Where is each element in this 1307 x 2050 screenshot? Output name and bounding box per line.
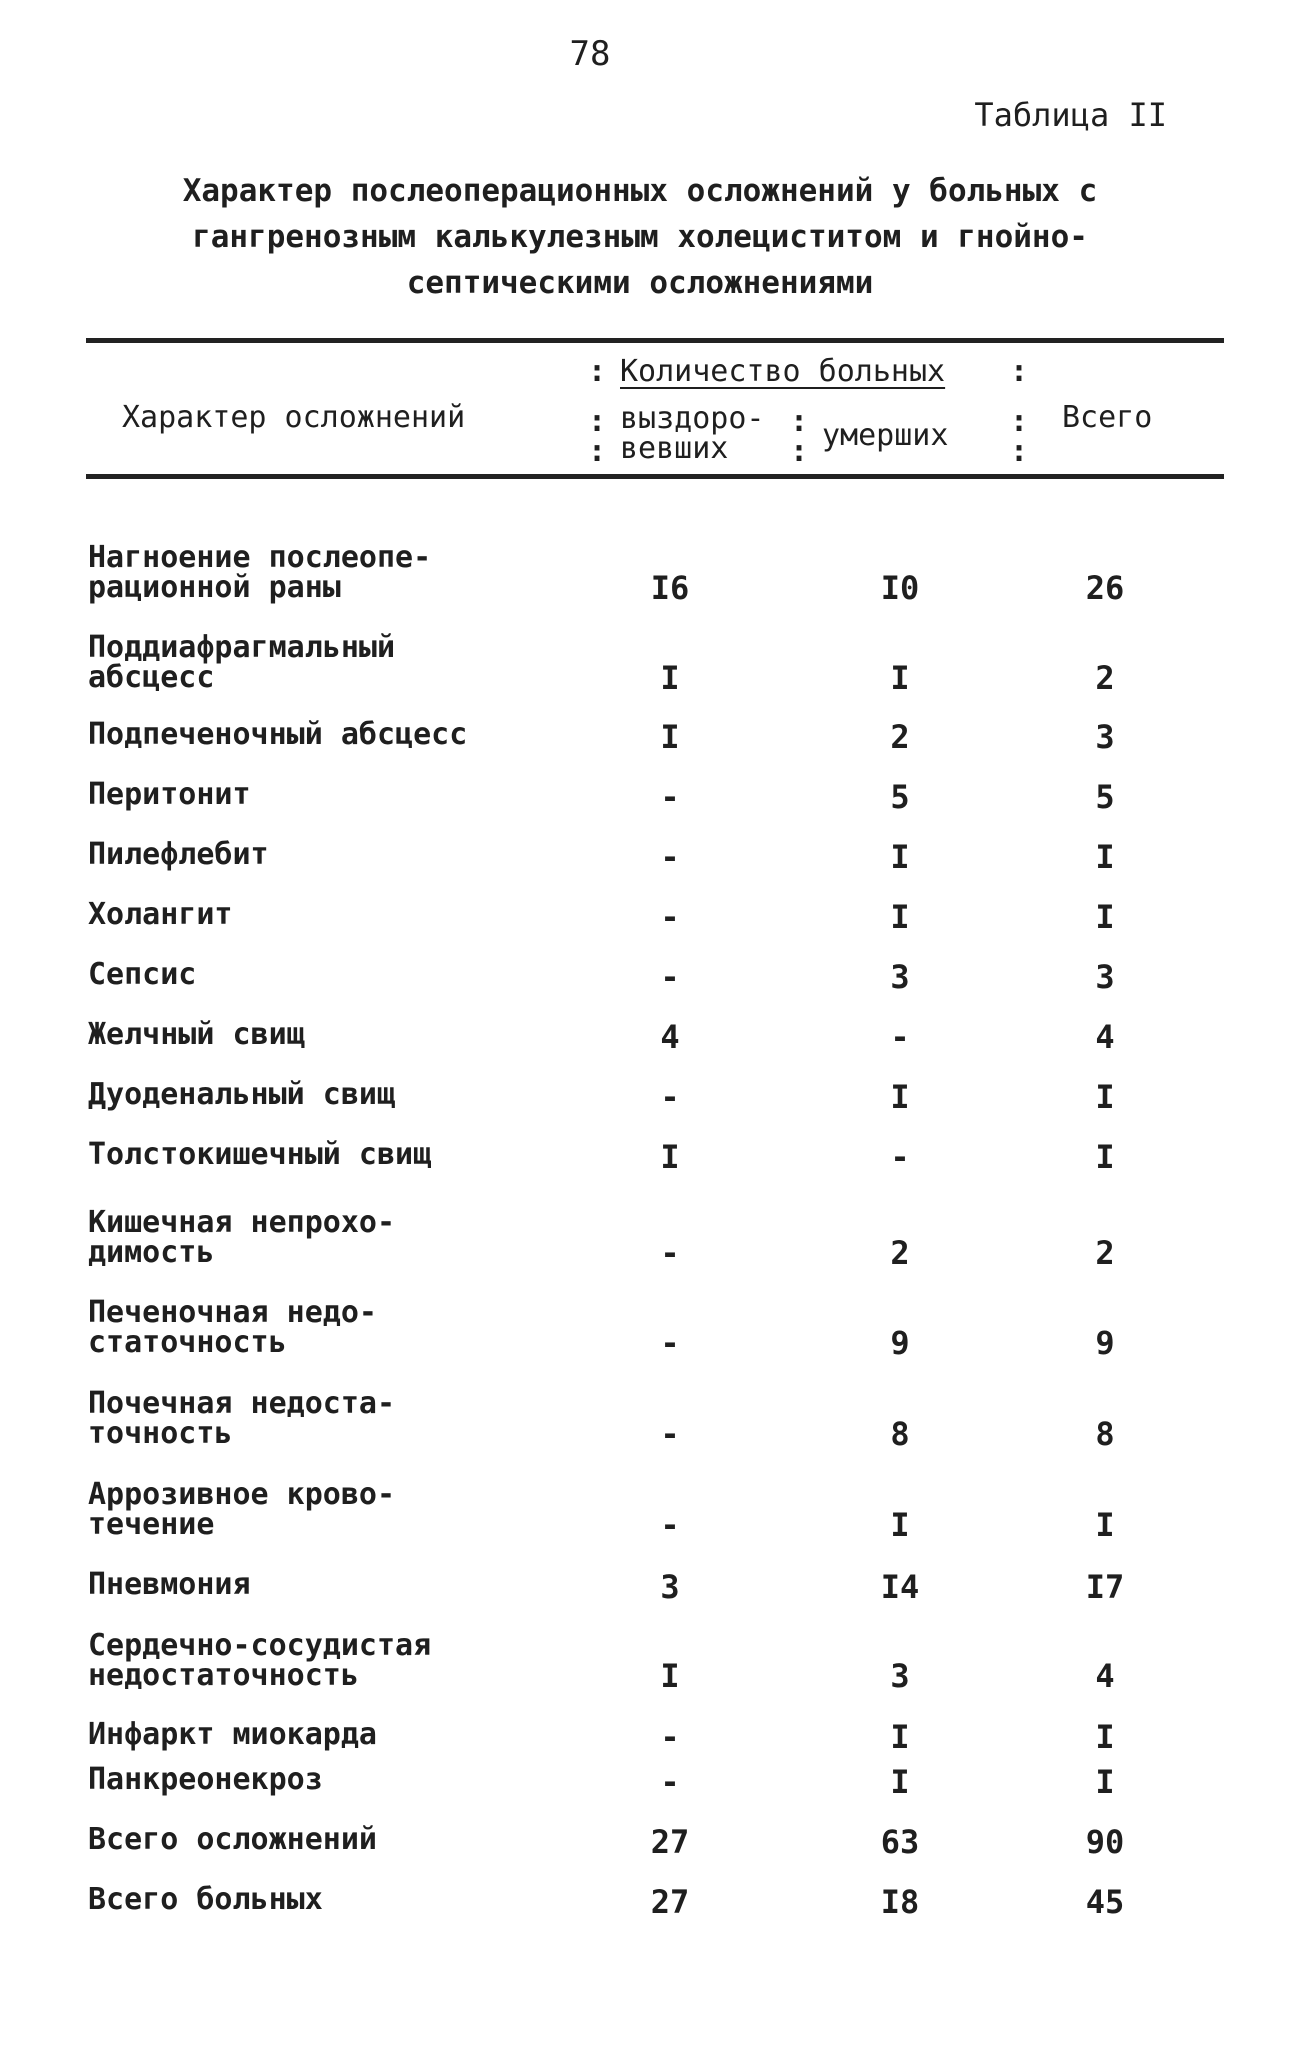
row-label-line: Подпеченочный абсцесс [88,717,468,752]
cell-total: I7 [1085,1568,1125,1606]
row-label-line: абсцесс [88,660,215,695]
row-label [88,1567,251,1602]
cell-recovered: I [660,659,680,697]
header-rule [86,474,1224,479]
cell-recovered: 4 [660,1018,680,1056]
cell-total: 4 [1095,1018,1115,1056]
cell-recovered: - [660,838,680,876]
row-label-line: статочность [88,1325,287,1360]
row-label-line: Почечная недоста- [88,1386,396,1421]
row-label-line: Сепсис [88,957,197,992]
row-label [88,1477,396,1542]
row-label [88,540,432,605]
header-colon: : [790,404,809,439]
row-label-line: Сердечно-сосудистая [88,1628,432,1663]
row-label-line: Панкреонекроз [88,1762,323,1797]
cell-total: I [1095,1138,1115,1176]
row-label-line: точность [88,1416,233,1451]
row-label-line: Кишечная непрохо- [88,1205,396,1240]
row-label [88,1762,323,1797]
cell-total: 5 [1095,778,1115,816]
cell-died: I [890,1506,910,1544]
cell-died: 2 [890,718,910,756]
row-label-line: димость [88,1235,215,1270]
cell-total: 26 [1085,569,1125,607]
header-colon: : [588,434,607,469]
row-label [88,1077,396,1112]
row-label-line: Желчный свищ [88,1017,305,1052]
header-colon: : [790,434,809,469]
header-colon: : [588,354,607,389]
cell-recovered: I6 [650,569,690,607]
cell-died: - [890,1138,910,1176]
header-recovered-line: выздоро- [620,401,765,436]
row-label [88,897,233,932]
header-group: Количество больных [620,354,946,389]
cell-total: 4 [1095,1657,1115,1695]
cell-recovered: 3 [660,1568,680,1606]
cell-died: 2 [890,1234,910,1272]
cell-total: I [1095,1718,1115,1756]
cell-died: 8 [890,1415,910,1453]
row-label-line: недостаточность [88,1658,359,1693]
row-label-line: Аррозивное крово- [88,1477,396,1512]
cell-total: 9 [1095,1324,1115,1362]
cell-total: I [1095,838,1115,876]
header-colon: : [588,404,607,439]
cell-recovered: I [660,1138,680,1176]
table-title [90,168,1190,306]
row-label [88,1295,377,1360]
cell-recovered: - [660,778,680,816]
row-label [88,1882,323,1917]
row-label-line: Всего осложнений [88,1822,377,1857]
cell-recovered: I [660,718,680,756]
cell-died: I [890,1718,910,1756]
row-label-line: Холангит [88,897,233,932]
cell-total: 3 [1095,958,1115,996]
title-line: Характер послеоперационных осложнений у больных с [182,173,1098,209]
cell-total: 2 [1095,1234,1115,1272]
cell-recovered: - [660,958,680,996]
row-label [88,777,251,812]
header-recovered-line: вевших [620,431,729,466]
cell-died: 3 [890,1657,910,1695]
cell-total: 8 [1095,1415,1115,1453]
cell-recovered: - [660,1234,680,1272]
cell-recovered: - [660,1415,680,1453]
cell-recovered: I [660,1657,680,1695]
row-label [88,1717,377,1752]
title-line: гангренозным калькулезным холециститом и гнойно- [192,219,1088,255]
row-label [88,957,197,992]
header-colon: : [1010,434,1029,469]
row-label-line: Пилефлебит [88,837,269,872]
cell-recovered: - [660,898,680,936]
row-label-line: Дуоденальный свищ [88,1077,396,1112]
row-label-line: Инфаркт миокарда [88,1717,377,1752]
row-label [88,717,468,752]
cell-died: I [890,659,910,697]
header-recovered [620,401,765,466]
cell-total: I [1095,1078,1115,1116]
cell-total: I [1095,1763,1115,1801]
cell-recovered: - [660,1718,680,1756]
row-label [88,1628,432,1693]
page-number: 78 [569,34,611,74]
cell-recovered: 27 [650,1823,690,1861]
row-label-line: Пневмония [88,1567,251,1602]
cell-died: I [890,838,910,876]
row-label [88,1017,305,1052]
row-label [88,837,269,872]
cell-died: - [890,1018,910,1056]
row-label-line: Толстокишечный свищ [88,1137,432,1172]
cell-died: I [890,1763,910,1801]
row-label-line: Поддиафрагмальный [88,630,396,665]
row-label-line: рационной раны [88,570,341,605]
row-label [88,1822,377,1857]
header-total: Всего [1062,400,1153,435]
cell-died: I8 [880,1883,920,1921]
cell-total: 90 [1085,1823,1125,1861]
header-colon: : [1010,404,1029,439]
row-label [88,1386,396,1451]
cell-died: I4 [880,1568,920,1606]
header-colon: : [1010,354,1029,389]
row-label-line: Печеночная недо- [88,1295,377,1330]
cell-died: I0 [880,569,920,607]
header-complication: Характер осложнений [122,400,466,435]
row-label-line: Перитонит [88,777,251,812]
cell-total: 2 [1095,659,1115,697]
cell-recovered: - [660,1506,680,1544]
cell-total: I [1095,898,1115,936]
table-number: Таблица II [974,96,1167,134]
cell-recovered: - [660,1763,680,1801]
row-label-line: Нагноение послеопе- [88,540,432,575]
row-label [88,630,396,695]
title-line: септическими осложнениями [406,265,874,301]
cell-died: 63 [880,1823,920,1861]
cell-died: 9 [890,1324,910,1362]
row-label-line: Всего больных [88,1882,323,1917]
header-died: умерших [822,418,949,453]
cell-total: I [1095,1506,1115,1544]
cell-died: I [890,898,910,936]
cell-died: 3 [890,958,910,996]
cell-recovered: - [660,1324,680,1362]
cell-total: 3 [1095,718,1115,756]
row-label-line: течение [88,1507,215,1542]
row-label [88,1205,396,1270]
top-rule [86,338,1224,343]
row-label [88,1137,432,1172]
cell-died: 5 [890,778,910,816]
cell-died: I [890,1078,910,1116]
cell-recovered: 27 [650,1883,690,1921]
cell-recovered: - [660,1078,680,1116]
cell-total: 45 [1085,1883,1125,1921]
